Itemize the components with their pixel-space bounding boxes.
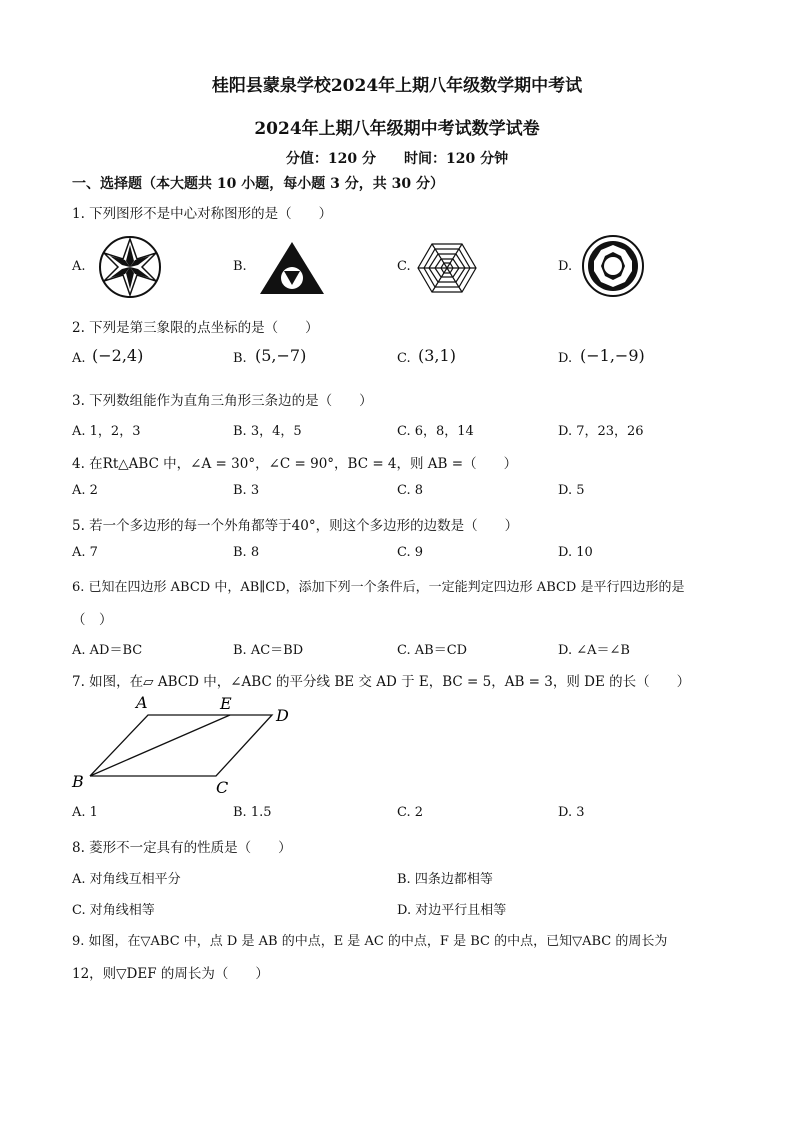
question-6-stem: 6. 已知在四边形 ABCD 中，AB∥CD，添加下列一个条件后，一定能判定四边形 ABCD 是平行四边形的是 — [72, 580, 685, 595]
q7-option-c: C. 2 — [397, 805, 424, 820]
vertex-c-label: C — [216, 778, 229, 797]
triangle-emblem-icon — [258, 240, 326, 296]
q2-label-d: D. — [558, 351, 573, 366]
question-2-stem: 2. 下列是第三象限的点坐标的是（ ） — [72, 320, 319, 336]
q8-option-d: D. 对边平行且相等 — [397, 903, 507, 918]
q7-option-b: B. 1.5 — [233, 805, 272, 820]
exam-subtitle: 2024年上期八年级期中考试数学试卷 — [254, 119, 540, 139]
q6-option-d: D. ∠A＝∠B — [558, 643, 630, 658]
q2-label-a: A. — [72, 351, 86, 366]
q1-label-a: A. — [72, 259, 86, 274]
q2-label-c: C. — [397, 351, 411, 366]
q5-option-c: C. 9 — [397, 545, 424, 560]
q2-label-b: B. — [233, 351, 247, 366]
hexagon-spiral-icon — [417, 242, 477, 294]
q8-option-c: C. 对角线相等 — [72, 903, 155, 918]
q4-option-b: B. 3 — [233, 483, 260, 498]
exam-meta: 分值：120 分 时间：120 分钟 — [285, 151, 509, 167]
vertex-e-label: E — [220, 694, 232, 713]
octagon-ring-icon — [580, 234, 646, 298]
question-1-stem: 1. 下列图形不是中心对称图形的是（ ） — [72, 206, 333, 222]
question-6-stem-cont: （ ） — [72, 612, 113, 628]
q7-option-a: A. 1 — [72, 805, 98, 820]
question-3-stem: 3. 下列数组能作为直角三角形三条边的是（ ） — [72, 393, 373, 409]
q1-label-b: B. — [233, 259, 247, 274]
q7-option-d: D. 3 — [558, 805, 585, 820]
vertex-b-label: B — [72, 772, 84, 791]
q4-option-c: C. 8 — [397, 483, 424, 498]
q1-label-c: C. — [397, 259, 411, 274]
q5-option-d: D. 10 — [558, 545, 593, 560]
question-8-stem: 8. 菱形不一定具有的性质是（ ） — [72, 840, 292, 856]
question-5-stem: 5. 若一个多边形的每一个外角都等于40°，则这个多边形的边数是（ ） — [72, 518, 519, 534]
star-in-circle-icon — [96, 235, 164, 299]
question-9-stem: 9. 如图，在▽ABC 中，点 D 是 AB 的中点，E 是 AC 的中点，F 是 BC 的中点，已知▽ABC 的周长为 — [72, 934, 668, 949]
exam-title: 桂阳县蒙泉学校2024年上期八年级数学期中考试 — [211, 76, 583, 96]
q4-option-d: D. 5 — [558, 483, 585, 498]
question-7-stem: 7. 如图，在▱ ABCD 中，∠ABC 的平分线 BE 交 AD 于 E，BC = 5，AB = 3，则 DE 的长（ ） — [72, 674, 691, 690]
q6-option-b: B. AC＝BD — [233, 643, 304, 658]
q6-option-a: A. AD＝BC — [72, 643, 143, 658]
parallelogram-figure — [66, 690, 306, 800]
q3-option-a: A. 1，2，3 — [72, 424, 141, 439]
q3-option-d: D. 7，23，26 — [558, 424, 644, 439]
q5-option-a: A. 7 — [72, 545, 98, 560]
q1-label-d: D. — [558, 259, 573, 274]
question-4-stem: 4. 在Rt△ABC 中，∠A = 30°，∠C = 90°，BC = 4，则 AB =（ ） — [72, 456, 518, 472]
question-9-stem-cont: 12，则▽DEF 的周长为（ ） — [72, 966, 269, 982]
q6-option-c: C. AB＝CD — [397, 643, 468, 658]
vertex-a-label: A — [136, 693, 148, 712]
q8-option-a: A. 对角线互相平分 — [72, 872, 181, 887]
q2-value-b: (5,−7) — [255, 346, 307, 365]
q2-value-c: (3,1) — [418, 346, 456, 365]
vertex-d-label: D — [276, 706, 289, 725]
q2-value-a: (−2,4) — [92, 346, 144, 365]
q3-option-b: B. 3，4，5 — [233, 424, 302, 439]
q4-option-a: A. 2 — [72, 483, 98, 498]
section-heading: 一、选择题（本大题共 10 小题，每小题 3 分，共 30 分） — [72, 176, 444, 192]
q3-option-c: C. 6，8，14 — [397, 424, 474, 439]
q8-option-b: B. 四条边都相等 — [397, 872, 493, 887]
q2-value-d: (−1,−9) — [580, 346, 645, 365]
q5-option-b: B. 8 — [233, 545, 260, 560]
